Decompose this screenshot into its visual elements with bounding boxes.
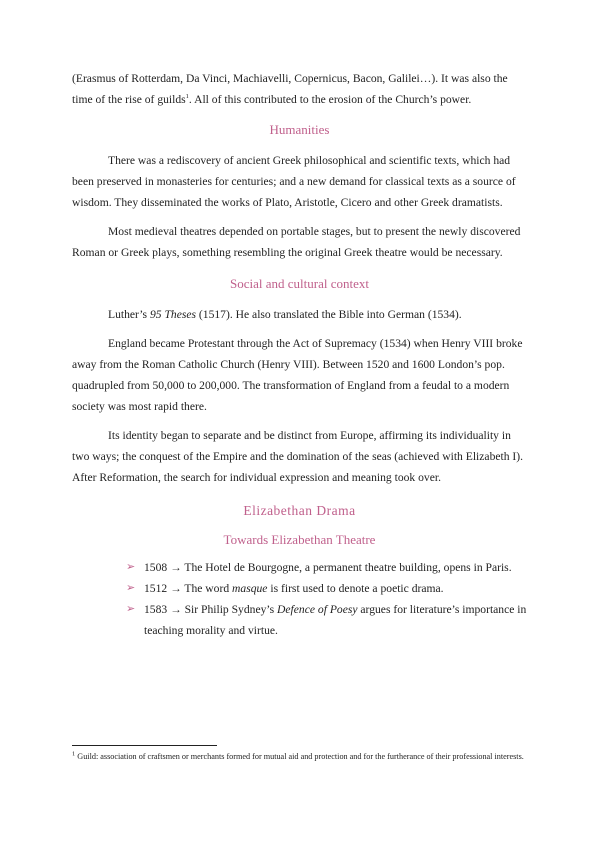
humanities-paragraph-1: There was a rediscovery of ancient Greek philosophical and scientific texts, which had been preserved in monasteries for centuries; and a new demand for classical texts as a source of wisdom. They disseminated the works of Plato, Aristotle, Cicero and other Greek dramatists. [72, 154, 516, 209]
social-paragraph-2: England became Protestant through the Act of Supremacy (1534) when Henry VIII broke away from the Roman Catholic Church (Henry VIII). Between 1520 and 1600 London’s pop. quadrupled from 50,000 to 200,000. The transformation of England from a feudal to a modern society was most rapid there. [72, 337, 523, 413]
intro-text-end: . All of this contributed to the erosion of the Church’s power. [188, 93, 472, 106]
arrow-bullet-icon: ➢ [126, 603, 136, 615]
social-context-heading: Social and cultural context [230, 276, 369, 291]
humanities-paragraph-2: Most medieval theatres depended on portable stages, but to present the newly discovered Roman or Greek plays, something resembling the original Greek theatre would be necessary. [72, 225, 521, 259]
list-item-text-end: argues for literature’s importance in teaching morality and virtue. [144, 603, 527, 637]
arrow-bullet-icon: ➢ [126, 561, 136, 573]
list-item [72, 578, 527, 599]
list-item-text: 1508 → The Hotel de Bourgogne, a permanent theatre building, opens in Paris. [144, 561, 512, 574]
intro-text: (Erasmus of Rotterdam, Da Vinci, Machiavelli, Copernicus, Bacon, Galilei…). It was also the time of the rise of guilds [72, 72, 508, 106]
list-item-text: 1583 → Sir Philip Sydney’s [144, 603, 278, 616]
social-paragraph-1 [72, 304, 527, 325]
list-item [72, 599, 527, 641]
theses-title: 95 Theses [149, 308, 197, 321]
luther-text-end: (1517). He also translated the Bible into German (1534). [196, 308, 462, 321]
list-item-italic: masque [232, 582, 268, 595]
footnote-divider [72, 745, 217, 746]
list-item-italic: Defence of Poesy [277, 603, 358, 616]
intro-paragraph [72, 68, 527, 110]
arrow-bullet-icon: ➢ [126, 582, 136, 594]
towards-elizabethan-theatre-heading: Towards Elizabethan Theatre [223, 532, 376, 547]
footnote-text: Guild: association of craftsmen or merchants formed for mutual aid and protection and for the furtherance of their professional interests. [75, 752, 524, 761]
list-item-text-end: is first used to denote a poetic drama. [267, 582, 444, 595]
footnote-reference[interactable]: 1 [185, 93, 189, 101]
timeline-list [72, 557, 527, 641]
footnote-mark: 1 [72, 750, 76, 758]
page-content [72, 68, 527, 641]
elizabethan-drama-heading: Elizabethan Drama [243, 503, 356, 518]
list-item-text: 1512 → The word [144, 582, 233, 595]
social-paragraph-3: Its identity began to separate and be distinct from Europe, affirming its individuality in two ways; the conquest of the Empire and the domination of the seas (achieved with Elizabeth I). After Reformation, the search for individual expression and meaning took over. [72, 429, 524, 484]
list-item [72, 557, 527, 578]
luther-text: Luther’s [108, 308, 150, 321]
humanities-heading: Humanities [269, 122, 330, 137]
footnote [72, 751, 527, 763]
